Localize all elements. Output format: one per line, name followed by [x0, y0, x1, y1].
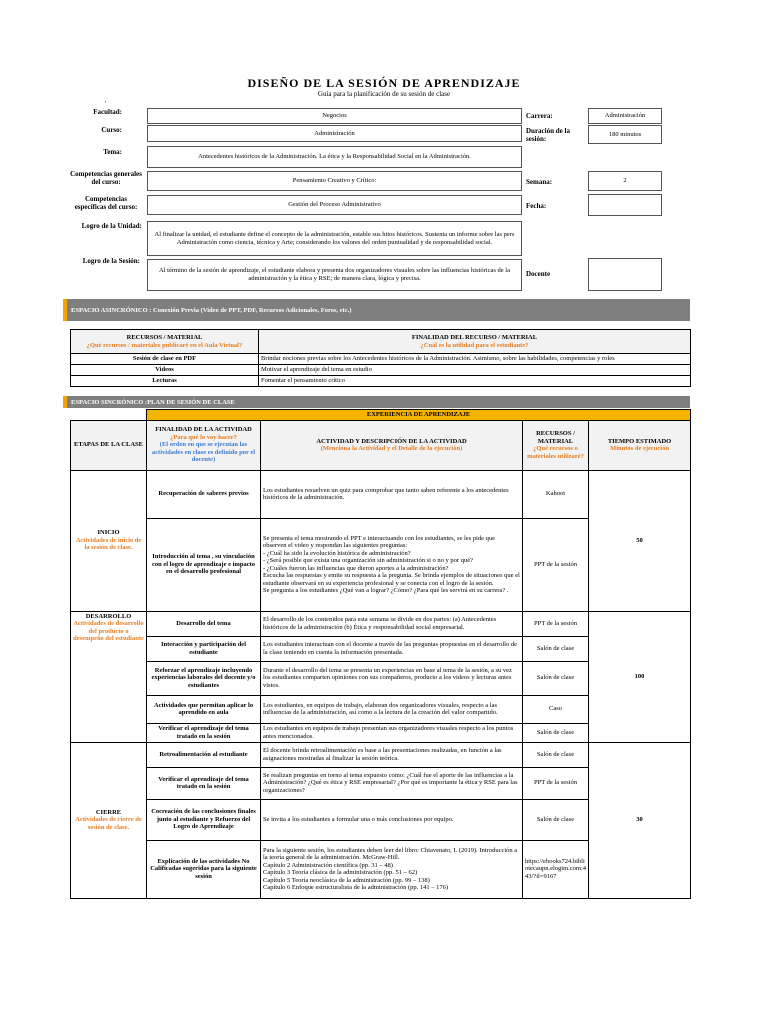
- experiencia-header: EXPERIENCIA DE APRENDIZAJE: [147, 410, 691, 421]
- async-col2-title: FINALIDAD DEL RECURSO / MATERIAL: [411, 334, 538, 341]
- tema-field[interactable]: Antecedentes históricos de la Administración. La ética y la Responsabilidad Social en la Administración.: [147, 146, 522, 168]
- table-row: [71, 470, 691, 518]
- col-recursos-sub: ¿Qué recursos o materiales utilizaré?: [527, 445, 584, 460]
- row-recurso: Kahoot: [523, 470, 589, 518]
- logro-sesion-label: Logro de la Sesión:: [82, 257, 140, 265]
- row-recurso-link[interactable]: https://ebooks724.bibliotecaupn.elogim.com:443/?il=9167: [523, 840, 589, 898]
- row-finalidad: Retroalimentación al estudiante: [147, 742, 261, 767]
- col-tiempo-title: TIEMPO ESTIMADO: [607, 437, 672, 445]
- async-purpose: Motivar el aprendizaje del tema en estudio: [259, 365, 691, 376]
- sync-bar-accent: [63, 396, 67, 408]
- docente-field[interactable]: [588, 258, 662, 291]
- table-row: [71, 611, 691, 636]
- col-tiempo-sub: Minutos de ejecución: [610, 445, 669, 452]
- row-recurso: PPT de la sesión: [523, 767, 589, 799]
- row-actividad: Los estudiantes resuelven un quiz para comprobar que tanto saben referente a los antecedentes históricos de la administración.: [261, 470, 523, 518]
- comp-esp-label: Competencias específicas del curso:: [74, 195, 138, 211]
- comp-esp-field[interactable]: Gestión del Proceso Administrativo: [147, 195, 522, 215]
- stray-mark: ': [105, 100, 107, 108]
- async-col1-sub: ¿Qué recursos / materiales publicaré en el Aula Virtual?: [86, 341, 243, 349]
- row-finalidad: Cocreación de las conclusiones finales junto al estudiante y Refuerzo del Logro de Aprendizaje: [147, 799, 261, 840]
- async-purpose: Fomentar el pensamiento crítico: [259, 376, 691, 387]
- row-recurso: Salón de clase: [523, 723, 589, 742]
- row-actividad: Durante el desarrollo del tema se presenta un experiencias en base al tema de la sesión, a su vez los estudiantes comparten opiniones con sus compañeros, producto a los videos y lecturas antes vistos.: [261, 661, 523, 695]
- docente-label: Docente: [526, 270, 551, 278]
- row-recurso: Caso: [523, 695, 589, 723]
- col-actividad: [261, 420, 523, 470]
- tema-label: Tema:: [103, 148, 122, 156]
- async-row: [71, 376, 691, 387]
- col-recursos: [523, 420, 589, 470]
- async-col2-sub: ¿Cuál es la utilidad para el estudiante?: [420, 341, 529, 349]
- row-actividad: Los estudiantes en equipos de trabajo presentan sus organizadores visuales respecto a los puntos antes mencionados.: [261, 723, 523, 742]
- row-recurso: PPT de la sesión: [523, 611, 589, 636]
- row-finalidad: Verificar el aprendizaje del tema tratado en la sesión: [147, 767, 261, 799]
- async-row: [71, 365, 691, 376]
- row-actividad: El desarrollo de los contenidos para esta semana se divide en dos partes: (a) Antecedentes históricos de la administración (b) Ética y responsabilidad social empresarial.: [261, 611, 523, 636]
- async-section-bar: ESPACIO ASINCRÓNICO : Conexión Previa (Video de PPT, PDF, Recursos Adicionales, Foros, etc.): [63, 299, 690, 321]
- sync-section-bar: ESPACIO SINCRÓNICO :PLAN DE SESIÓN DE CLASE: [63, 396, 690, 408]
- row-finalidad: Recuperación de saberes previos: [147, 470, 261, 518]
- async-row: [71, 354, 691, 365]
- row-recurso: Salón de clase: [523, 636, 589, 661]
- logro-sesion-field[interactable]: Al término de la sesión de aprendizaje, el estudiante elabora y presenta dos organizadores visuales sobre las influencias históricas de la administración y la ética y RSE; de manera clara, lógica y precisa.: [147, 259, 522, 291]
- row-actividad: Se presenta el tema mostrando el PPT e interactuando con los estudiantes, se les pide que observen el video y respondan las siguientes preguntas: - ¿Cuál ha sido la evolución histórica de administración? - ¿Será posible que exista una organización sin administración si o no y por qué? - ¿Cuáles fueron las influencias que dieron aportes a la administración? Escucha las respuestas y emite su respuesta a la pregunta. Se brinda ejemplos de situaciones que el estudiante observará en su experiencia profesional y se conecta con el logro de la sesión. Se pregunta a los estudiantes ¿Qué van a lograr? ¿Cómo? ¿Para qué les servirá en su carrera? .: [261, 518, 523, 611]
- logro-unidad-field[interactable]: Al finalizar la unidad, el estudiante define el concepto de la administración, estable sus hitos históricos. Sustenta un informe sobre las pers Administración como ciencia, técnica y Arte; considerando los valores del orden puntualidad y de responsabilidad social.: [147, 221, 522, 256]
- stage-inicio-title: INICIO: [97, 529, 120, 537]
- sync-table: [70, 409, 691, 899]
- row-finalidad: Explicación de las actividades No Calificadas sugeridas para la siguiente sesión: [147, 840, 261, 898]
- sync-header-row: [71, 420, 691, 470]
- col-recursos-title: RECURSOS / MATERIAL: [536, 430, 575, 445]
- col-actividad-sub: (Menciona la Actividad y el Detalle de la ejecución): [320, 445, 463, 452]
- row-recurso: Salón de clase: [523, 799, 589, 840]
- carrera-field[interactable]: Administración: [588, 108, 662, 124]
- row-finalidad: Reforzar el aprendizaje incluyendo experiencias laborales del docente y/o estudiantes: [147, 661, 261, 695]
- row-recurso: PPT de la sesión: [523, 518, 589, 611]
- row-finalidad: Desarrollo del tema: [147, 611, 261, 636]
- row-finalidad: Interacción y participación del estudiante: [147, 636, 261, 661]
- curso-field[interactable]: Administración: [147, 125, 522, 142]
- col-finalidad-title: FINALIDAD DE LA ACTIVIDAD: [155, 426, 252, 434]
- async-col-purpose: [259, 330, 691, 354]
- stage-desarrollo-time: 100: [589, 611, 691, 742]
- comp-gen-field[interactable]: Pensamiento Creativo y Crítico:: [147, 171, 522, 191]
- comp-gen-label: Competencias generales del curso:: [70, 170, 142, 186]
- async-header-row: [71, 330, 691, 354]
- row-actividad: Los estudiantes interactuan con el docente a través de las preguntas propuestas en el desarrollo de la clase teniendo en cuenta la información presentada.: [261, 636, 523, 661]
- semana-label: Semana:: [526, 178, 553, 186]
- stage-inicio-sub: Actividades de inicio de la sesión de clase.: [75, 536, 142, 552]
- stage-desarrollo-title: DESARROLLO: [85, 612, 132, 620]
- fecha-field[interactable]: [588, 194, 662, 216]
- facultad-label: Facultad:: [93, 108, 122, 116]
- row-finalidad: Introducción al tema , su vinculación con el logro de aprendizaje e impacto en el desarrollo profesional: [147, 518, 261, 611]
- table-row: [71, 742, 691, 767]
- row-finalidad: Actividades que permitan aplicar lo aprendido en aula: [147, 695, 261, 723]
- curso-label: Curso:: [101, 126, 122, 134]
- stage-cierre-sub: Actividades de cierre de sesión de clase.: [75, 816, 142, 831]
- col-finalidad: [147, 420, 261, 470]
- row-actividad: Se invita a los estudiantes a formular una o más conclusiones por equipo.: [261, 799, 523, 840]
- stage-inicio: [71, 470, 147, 611]
- async-table: [70, 329, 691, 387]
- row-actividad: Se realizan preguntas en torno al tema expuesto como: ¿Cuál fue el aporte de las influencias a la Administración? ¿Qué es ética y RSE empresarial? ¿Por qué es importante la ética y RSE para las organizaciones?: [261, 767, 523, 799]
- experiencia-row: [71, 410, 691, 421]
- async-bar-accent: [63, 299, 67, 321]
- stage-desarrollo-sub: Actividades de desarrollo del producto o desempeño del estudiante: [73, 620, 144, 642]
- col-tiempo: [589, 420, 691, 470]
- stage-cierre-title: CIERRE: [95, 808, 122, 816]
- stage-cierre: [71, 742, 147, 898]
- page-subtitle: Guía para la planificación de su sesión de clase: [317, 90, 451, 98]
- stage-cierre-time: 30: [589, 742, 691, 898]
- facultad-field[interactable]: Negocios: [147, 108, 522, 124]
- duracion-field[interactable]: 180 minutos: [588, 125, 662, 144]
- col-actividad-title: ACTIVIDAD Y DESCRIPCIÓN DE LA ACTIVIDAD: [316, 437, 467, 445]
- col-finalidad-sub2: (El orden en que se ejecutan las actividades en clase es definido por el docente): [151, 441, 256, 464]
- semana-field[interactable]: 2: [588, 171, 662, 191]
- carrera-label: Carrera:: [526, 112, 553, 120]
- logro-unidad-label: Logro de la Unidad:: [81, 222, 142, 230]
- async-col-resources: [71, 330, 259, 354]
- row-recurso: Salón de clase: [523, 742, 589, 767]
- fecha-label: Fecha:: [526, 202, 547, 210]
- async-col1-title: RECURSOS / MATERIAL: [126, 334, 203, 341]
- spacer-cell: [71, 410, 147, 421]
- stage-inicio-time: 50: [589, 470, 691, 611]
- duracion-label: Duración de la sesión:: [526, 127, 570, 143]
- stage-desarrollo: [71, 611, 147, 742]
- row-actividad: El docente brinda retroalimentación es base a las presentaciones realizadas, en función a las asignaciones mostradas al finalizar la sesión teórica.: [261, 742, 523, 767]
- async-purpose: Brindar nociones previas sobre los Antecedentes históricos de la Administración. Asimismo, sobre las habilidades, competencias y roles: [259, 354, 691, 365]
- async-resource: Lecturas: [71, 376, 259, 387]
- row-recurso: Salón de clase: [523, 661, 589, 695]
- page-title: DISEÑO DE LA SESIÓN DE APRENDIZAJE: [247, 76, 521, 90]
- async-resource: Videos: [71, 365, 259, 376]
- row-actividad: Para la siguiente sesión, los estudiantes deben leer del libro: Chiavenato, I. (2019). Introducción a la teoría general de la administración. McGraw-Hill. Capítulo 2 Administración científica (pp. 31 – 48) Capítulo 3 Teoría clásica de la administración (pp. 51 – 62) Capítulo 5 Teoría neoclásica de la administración (pp. 99 – 138) Capítulo 6 Enfoque estructuralista de la administración (pp. 141 – 176): [261, 840, 523, 898]
- col-finalidad-sub1: ¿Para qué lo voy hacer?: [170, 433, 237, 441]
- row-finalidad: Verificar el aprendizaje del tema tratado en la sesión: [147, 723, 261, 742]
- row-actividad: Los estudiantes, en equipos de trabajo, elaboran dos organizadores visuales, respecto a las influencias de la administración, así como a la lectura de la creación del valor compartido.: [261, 695, 523, 723]
- col-etapas: ETAPAS DE LA CLASE: [71, 420, 147, 470]
- async-resource: Sesión de clase en PDF: [71, 354, 259, 365]
